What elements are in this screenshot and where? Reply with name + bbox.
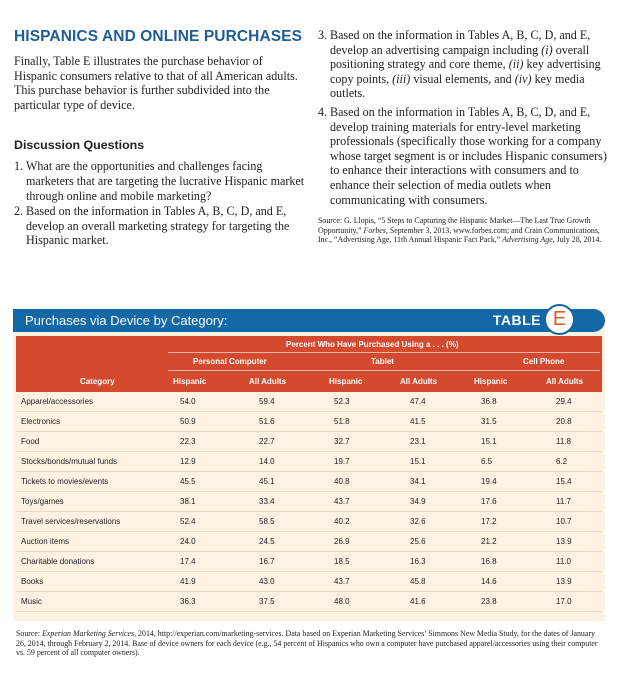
value-cell-pc-hispanic: 41.9 [180,577,196,586]
value-cell-cell-all-adults: 13.9 [556,537,572,546]
header-divider [168,352,600,353]
device-header-tablet: Tablet [371,357,394,366]
table-source-note [16,629,598,658]
source-text: , 2014, http://experian.com/marketing-services. Data based on Experian Marketing Services’ Simmons New Media Study, for the dates of January 26, 2014, through February 2, 2014. Base of device owners for each device (e.g., 54 percent of Hispanics who own a computer have purchased apparel/accessories using their computer vs. 59 percent of all computer owners). [16,629,598,658]
value-cell-tablet-hispanic: 52.3 [334,397,350,406]
value-cell-cell-all-adults: 10.7 [556,517,572,526]
table-row [16,532,602,552]
sub-header: Hispanic [173,377,207,386]
value-cell-tablet-all-adults: 16.3 [410,557,426,566]
value-cell-pc-hispanic: 54.0 [180,397,196,406]
table-row [16,472,602,492]
table-row [16,412,602,432]
value-cell-cell-hispanic: 17.2 [481,517,497,526]
value-cell-pc-hispanic: 45.5 [180,477,196,486]
value-cell-tablet-hispanic: 18.5 [334,557,350,566]
value-cell-pc-all-adults: 14.0 [259,457,275,466]
source-publication: Advertising Age [502,234,553,244]
question-1 [14,159,308,203]
sub-header: Hispanic [329,377,363,386]
value-cell-pc-all-adults: 43.0 [259,577,275,586]
question-number: 4. [318,104,328,119]
source-text: Source: G. Llopis, “5 Steps to Capturing the Hispanic Market—The Last True Growth Opportunity,” [318,216,591,235]
question-number: 1. [14,159,24,174]
table-row [16,452,602,472]
question-text: What are the opportunities and challenges facing marketers that are targeting the lucrative Hispanic market through online and mobile marketing? [26,159,305,203]
table-body [16,392,602,612]
value-cell-tablet-all-adults: 41.6 [410,597,426,606]
value-cell-cell-hispanic: 36.8 [481,397,497,406]
value-cell-cell-all-adults: 6.2 [556,457,568,466]
value-cell-tablet-all-adults: 41.5 [410,417,426,426]
value-cell-tablet-hispanic: 26.9 [334,537,350,546]
value-cell-tablet-hispanic: 19.7 [334,457,350,466]
value-cell-pc-all-adults: 51.6 [259,417,275,426]
question-number: 3. [318,28,328,42]
question-text: visual elements, and [410,71,515,86]
source-publication: Experian Marketing Services [42,629,135,638]
value-cell-tablet-hispanic: 32.7 [334,437,350,446]
value-cell-cell-all-adults: 11.0 [556,557,571,566]
table-row [16,492,602,512]
question-2 [14,204,308,248]
value-cell-cell-hispanic: 21.2 [481,537,497,546]
value-cell-tablet-all-adults: 45.8 [410,577,426,586]
question-4 [318,105,610,207]
value-cell-tablet-hispanic: 43.7 [334,577,350,586]
right-column [318,28,610,244]
article-source-note [318,216,610,244]
value-cell-tablet-hispanic: 43.7 [334,497,350,506]
category-cell: Books [21,577,44,586]
value-cell-tablet-all-adults: 23.1 [410,437,426,446]
sub-header: All Adults [249,377,287,386]
category-cell: Auction items [21,537,70,546]
value-cell-pc-all-adults: 58.5 [259,517,275,526]
table-header [16,336,602,392]
discussion-title: Discussion Questions [14,138,145,153]
question-text: Based on the information in Tables A, B, C, D, and E, develop an overall marketing strategy for targeting the Hispanic market. [26,204,290,248]
table-row [16,512,602,532]
value-cell-tablet-hispanic: 51.8 [334,417,350,426]
category-cell: Charitable donations [21,557,95,566]
value-cell-pc-all-adults: 24.5 [259,537,275,546]
roman-numeral: (iv) [514,71,532,86]
device-header-cellphone: Cell Phone [523,357,565,366]
value-cell-cell-all-adults: 11.7 [556,497,571,506]
article-heading: HISPANICS AND ONLINE PURCHASES [14,28,303,45]
question-text: overall positioning strategy and core theme, [330,42,590,72]
question-3 [318,28,610,101]
value-cell-pc-all-adults: 37.5 [259,597,275,606]
table-letter-badge: E [544,304,575,335]
value-cell-pc-hispanic: 22.3 [180,437,196,446]
value-cell-tablet-all-adults: 47.4 [410,397,426,406]
question-text: key advertising copy points, [330,57,601,86]
value-cell-cell-all-adults: 15.4 [556,477,572,486]
value-cell-tablet-hispanic: 40.8 [334,477,350,486]
roman-numeral: (i) [541,42,553,57]
value-cell-pc-hispanic: 50.9 [180,417,196,426]
value-cell-pc-all-adults: 16.7 [259,557,275,566]
table-caption: Purchases via Device by Category: [25,313,228,328]
table-label: TABLE [492,312,541,328]
source-text: , September 3, 2013, www.forbes.com; and Crain Communications, Inc., “Advertising Age, 11th Annual Hispanic Fact Pack,” [318,225,600,244]
table-row [16,592,602,612]
category-cell: Electronics [21,417,61,426]
category-cell: Toys/games [21,497,64,506]
roman-numeral: (ii) [508,57,524,72]
value-cell-pc-hispanic: 52.4 [180,517,196,526]
value-cell-pc-hispanic: 38.1 [180,497,196,506]
category-cell: Apparel/accessories [21,397,94,406]
value-cell-tablet-all-adults: 32.6 [410,517,426,526]
value-cell-pc-all-adults: 59.4 [259,397,275,406]
value-cell-pc-hispanic: 17.4 [180,557,196,566]
source-publication: Forbes [363,225,386,235]
value-cell-cell-hispanic: 17.6 [481,497,497,506]
left-column [14,28,308,248]
value-cell-cell-hispanic: 14.6 [481,577,497,586]
category-header: Category [80,377,115,386]
value-cell-tablet-all-adults: 34.9 [410,497,426,506]
roman-numeral: (iii) [392,71,411,86]
question-text: Based on the information in Tables A, B, C, D, and E, develop training materials for entry-level marketing professionals (specifically those working for a company whose target segment is or includes Hispanic consumers) to enhance their interactions with consumers and to enhance their selection of media outlets when communicating with consumers. [330,104,607,207]
category-cell: Tickets to movies/events [21,477,109,486]
value-cell-cell-all-adults: 13.9 [556,577,572,586]
value-cell-pc-all-adults: 33.4 [259,497,275,506]
device-header-pc: Personal Computer [193,357,267,366]
value-cell-cell-hispanic: 6.5 [481,457,493,466]
value-cell-tablet-all-adults: 25.6 [410,537,426,546]
table-row [16,572,602,592]
value-cell-pc-all-adults: 45.1 [259,477,275,486]
table-row [16,432,602,452]
sub-header: Hispanic [474,377,508,386]
question-text: Based on the information in Tables A, B, C, D, and E, develop an advertising campaign including [330,28,591,57]
value-cell-pc-hispanic: 12.9 [180,457,196,466]
value-cell-tablet-all-adults: 15.1 [410,457,426,466]
question-number: 2. [14,204,24,219]
sub-header: All Adults [546,377,584,386]
value-cell-pc-all-adults: 22.7 [259,437,275,446]
super-header: Percent Who Have Purchased Using a . . . (%) [286,340,459,349]
intro-paragraph: Finally, Table E illustrates the purchase behavior of Hispanic consumers relative to that of all American adults. This purchase behavior is further subdivided into the particular type of device. [14,54,298,112]
sub-header: All Adults [400,377,438,386]
value-cell-cell-hispanic: 23.8 [481,597,497,606]
value-cell-cell-all-adults: 11.8 [556,437,571,446]
value-cell-cell-hispanic: 31.5 [481,417,497,426]
value-cell-pc-hispanic: 36.3 [180,597,196,606]
table-row [16,392,602,412]
value-cell-tablet-hispanic: 40.2 [334,517,350,526]
source-text: , July 28, 2014. [552,234,602,244]
table-row [16,552,602,572]
table-e [13,309,605,621]
category-cell: Stocks/bonds/mutual funds [21,457,118,466]
value-cell-cell-all-adults: 29.4 [556,397,572,406]
value-cell-cell-all-adults: 17.0 [556,597,572,606]
table-caption-bar [13,309,605,332]
question-text: key media outlets. [330,71,585,101]
category-cell: Music [21,597,42,606]
value-cell-cell-all-adults: 20.8 [556,417,572,426]
header-divider [168,370,600,371]
source-text: Source: [16,629,43,638]
value-cell-tablet-hispanic: 48.0 [334,597,350,606]
value-cell-tablet-all-adults: 34.1 [410,477,426,486]
category-cell: Travel services/reservations [21,517,121,526]
value-cell-pc-hispanic: 24.0 [180,537,196,546]
value-cell-cell-hispanic: 16.8 [481,557,497,566]
value-cell-cell-hispanic: 19.4 [481,477,497,486]
value-cell-cell-hispanic: 15.1 [481,437,497,446]
category-cell: Food [21,437,40,446]
